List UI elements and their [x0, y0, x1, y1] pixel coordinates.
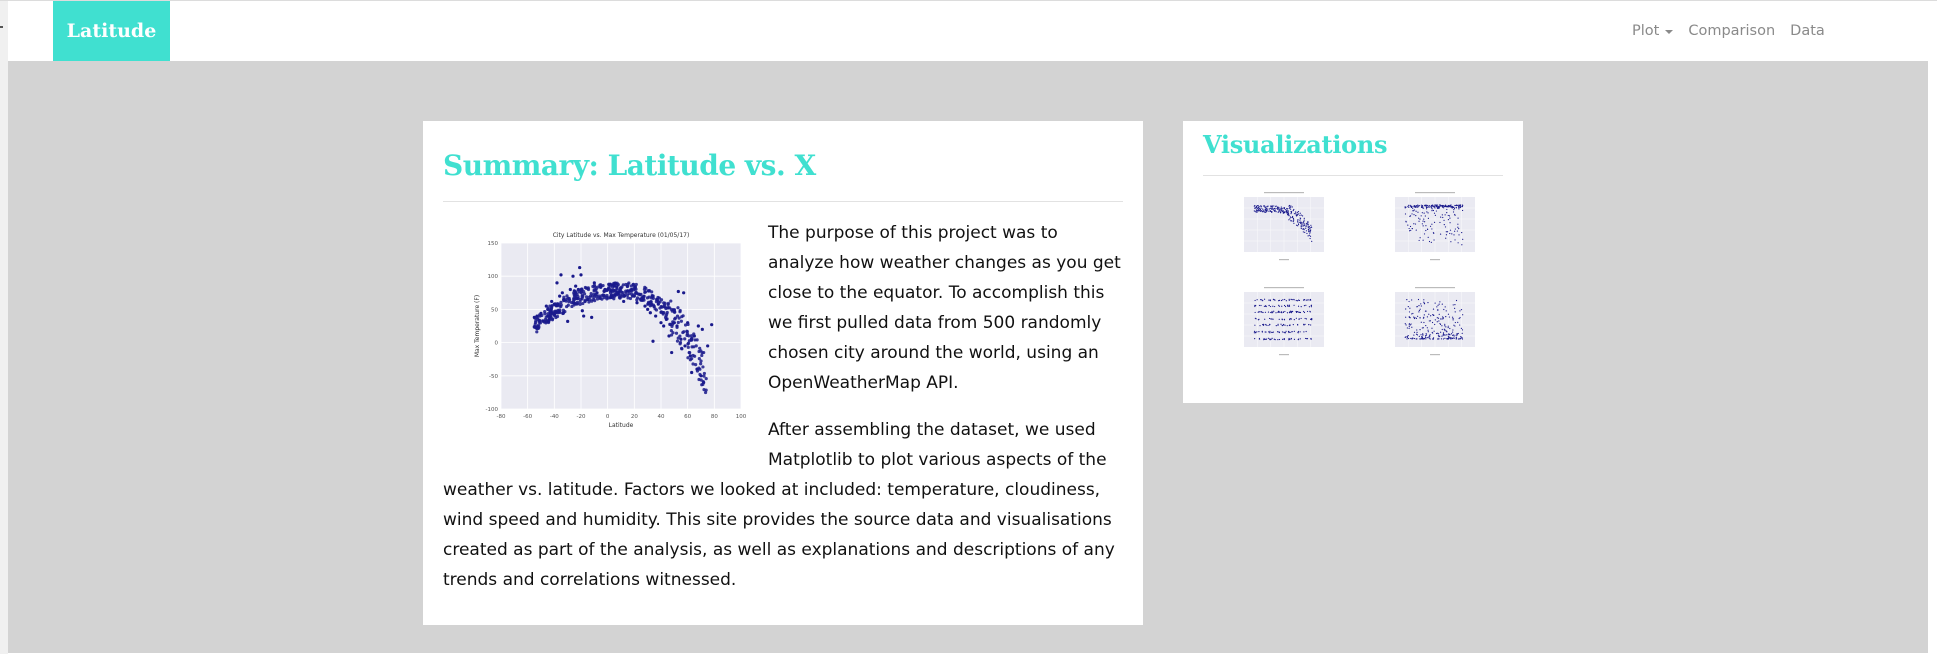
svg-text:-20: -20: [576, 414, 586, 420]
nav-plot-label: Plot: [1632, 23, 1660, 39]
svg-text:-100: -100: [485, 407, 498, 413]
summary-title: Summary: Latitude vs. X: [443, 149, 816, 182]
navbar: [8, 1, 1929, 61]
paragraph-2-indented-text: After assembling the dataset, we used Matplotlib to plot various aspects of the: [768, 420, 1107, 470]
visualizations-card: [1183, 121, 1523, 403]
summary-paragraph-1: The purpose of this project was to analyze how weather changes as you get close to the equator. To accomplish this we first pulled data from 500 randomly chosen city around the world, using an OpenWeatherMap API.: [768, 223, 1121, 393]
svg-text:-60: -60: [523, 414, 533, 420]
visualizations-title: Visualizations: [1203, 130, 1388, 159]
svg-text:150: 150: [487, 241, 498, 247]
thumbnail-humidity[interactable]: [1375, 189, 1480, 264]
paragraph-2-text: weather vs. latitude. Factors we looked at included: temperature, cloudiness, wind speed and humidity. This site provides the source data and visualisations created as part of the analysis, as well as explanations and descriptions of any trends and correlations witnessed.: [443, 480, 1115, 590]
svg-text:100: 100: [487, 274, 498, 281]
svg-text:100: 100: [735, 414, 747, 420]
svg-text:-80: -80: [496, 414, 506, 420]
svg-text:50: 50: [491, 307, 498, 314]
svg-text:City Latitude vs. Max Temperat: City Latitude vs. Max Temperature (01/05/17): [552, 232, 690, 239]
title-divider: [443, 201, 1123, 202]
nav-data-link[interactable]: Data: [1790, 23, 1825, 39]
svg-text:Latitude: Latitude: [608, 422, 634, 429]
thumbnail-wind-speed[interactable]: [1375, 284, 1480, 359]
right-edge: [1928, 61, 1937, 653]
svg-text:0: 0: [605, 414, 610, 420]
svg-text:60: 60: [684, 414, 692, 420]
nav-links: [1632, 1, 1840, 61]
summary-paragraph-2: [443, 415, 1133, 595]
svg-text:20: 20: [630, 414, 638, 420]
summary-card: [423, 121, 1143, 625]
nav-plot-dropdown[interactable]: [1632, 23, 1673, 39]
edge-marker: [0, 26, 3, 28]
thumbnail-cloudiness[interactable]: [1224, 284, 1329, 359]
svg-text:Max Temperature (F): Max Temperature (F): [474, 294, 481, 358]
svg-text:-50: -50: [489, 373, 498, 380]
temperature-chart-image: [444, 221, 764, 436]
thumbnail-temperature[interactable]: [1224, 189, 1329, 264]
svg-text:0: 0: [494, 340, 498, 347]
scatter-plot: [444, 221, 764, 436]
svg-text:-40: -40: [549, 414, 559, 420]
nav-comparison-link[interactable]: Comparison: [1688, 23, 1776, 39]
title-divider: [1203, 175, 1503, 176]
window-edge: [0, 0, 8, 654]
caret-down-icon: [1665, 30, 1673, 34]
brand-logo-link[interactable]: Latitude: [53, 1, 170, 61]
svg-text:40: 40: [657, 414, 665, 420]
svg-text:80: 80: [710, 414, 718, 420]
